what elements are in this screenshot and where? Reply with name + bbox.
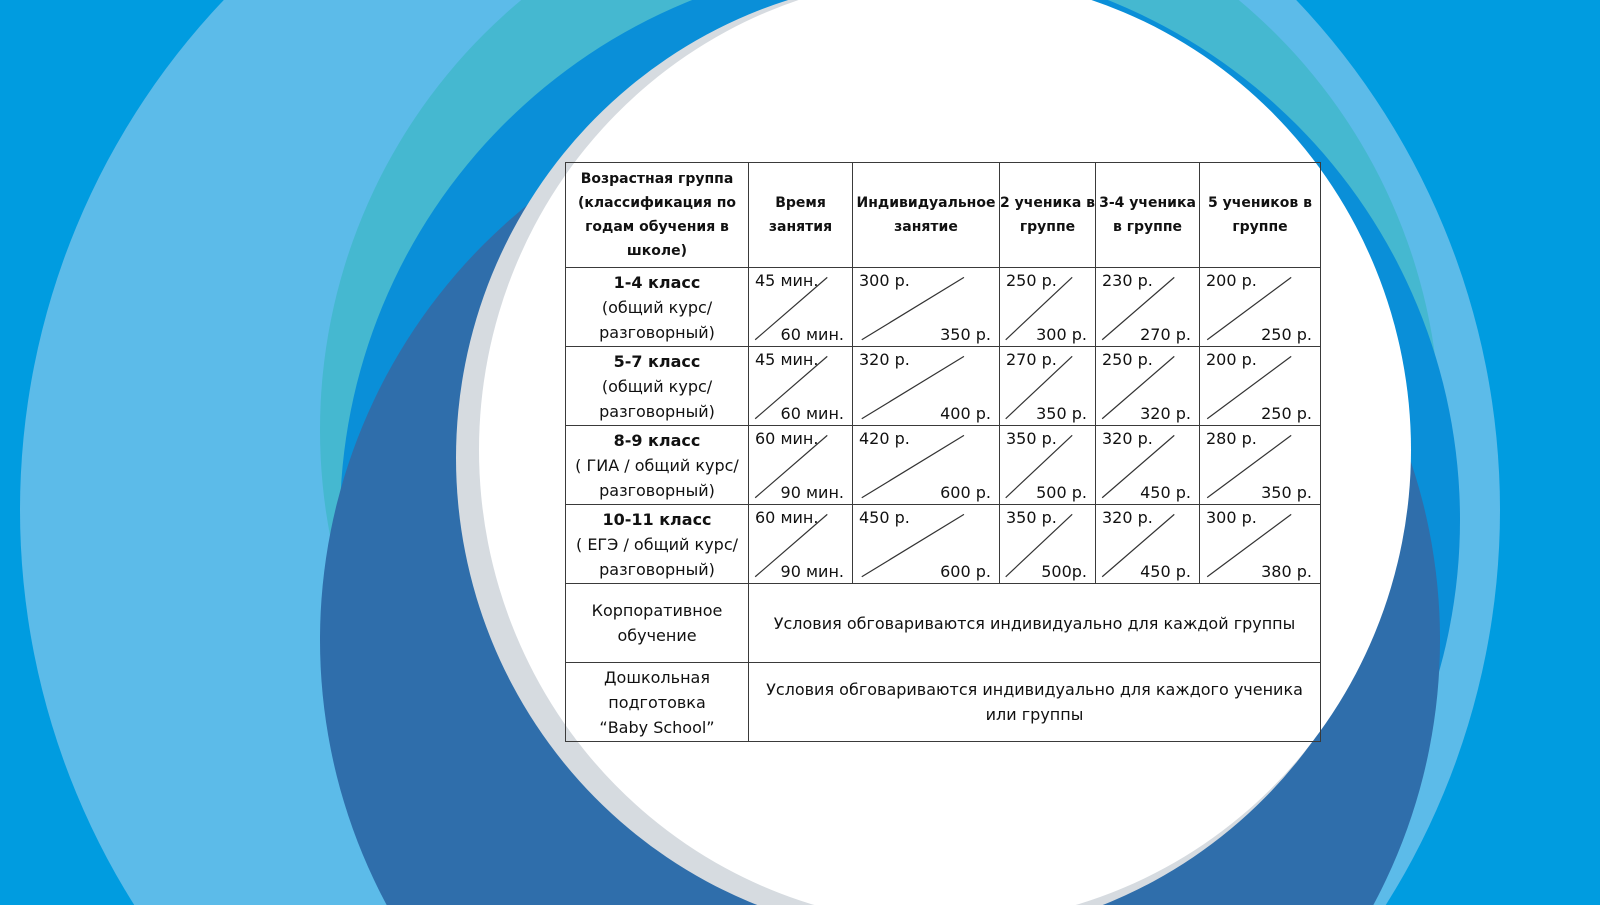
cell-five-students bbox=[1200, 426, 1321, 505]
cell-time bbox=[749, 426, 853, 505]
course-label: ( ГИА / общий курс/разговорный) bbox=[575, 455, 739, 500]
special-row bbox=[566, 663, 1321, 742]
max-value: 600 р. bbox=[940, 562, 991, 581]
split-cell bbox=[749, 268, 852, 346]
min-value: 230 р. bbox=[1102, 271, 1153, 290]
header-five-students: 5 учеников в группе bbox=[1200, 163, 1321, 268]
cell-two-students bbox=[1000, 347, 1096, 426]
split-cell bbox=[1200, 426, 1320, 504]
cell-three-four-students bbox=[1096, 426, 1200, 505]
price-table bbox=[565, 162, 1321, 742]
split-cell bbox=[749, 426, 852, 504]
min-value: 200 р. bbox=[1206, 271, 1257, 290]
cell-individual bbox=[853, 268, 1000, 347]
header-individual: Индивидуальное занятие bbox=[853, 163, 1000, 268]
cell-three-four-students bbox=[1096, 347, 1200, 426]
course-label: (общий курс/разговорный) bbox=[599, 376, 715, 421]
header-three-four-students: 3-4 ученика в группе bbox=[1096, 163, 1200, 268]
max-value: 600 р. bbox=[940, 483, 991, 502]
row-header bbox=[566, 505, 749, 584]
max-value: 380 р. bbox=[1261, 562, 1312, 581]
split-cell bbox=[1096, 268, 1199, 346]
max-value: 250 р. bbox=[1261, 404, 1312, 423]
min-value: 280 р. bbox=[1206, 429, 1257, 448]
split-cell bbox=[1200, 268, 1320, 346]
cell-two-students bbox=[1000, 268, 1096, 347]
max-value: 350 р. bbox=[1261, 483, 1312, 502]
max-value: 450 р. bbox=[1140, 483, 1191, 502]
max-value: 500р. bbox=[1041, 562, 1087, 581]
split-cell bbox=[1200, 347, 1320, 425]
cell-two-students bbox=[1000, 505, 1096, 584]
min-value: 320 р. bbox=[859, 350, 910, 369]
max-value: 400 р. bbox=[940, 404, 991, 423]
max-value: 90 мин. bbox=[780, 562, 844, 581]
max-value: 60 мин. bbox=[780, 404, 844, 423]
row-header bbox=[566, 347, 749, 426]
grade-label: 10-11 класс bbox=[602, 509, 712, 529]
cell-five-students bbox=[1200, 505, 1321, 584]
min-value: 350 р. bbox=[1006, 429, 1057, 448]
min-value: 320 р. bbox=[1102, 508, 1153, 527]
cell-five-students bbox=[1200, 347, 1321, 426]
cell-time bbox=[749, 268, 853, 347]
header-two-students: 2 ученика в группе bbox=[1000, 163, 1096, 268]
row-header bbox=[566, 268, 749, 347]
special-terms: Условия обговариваются индивидуально для каждой группы bbox=[749, 584, 1321, 663]
max-value: 450 р. bbox=[1140, 562, 1191, 581]
cell-two-students bbox=[1000, 426, 1096, 505]
max-value: 300 р. bbox=[1036, 325, 1087, 344]
max-value: 500 р. bbox=[1036, 483, 1087, 502]
split-cell bbox=[1000, 426, 1095, 504]
cell-individual bbox=[853, 505, 1000, 584]
special-label: Корпоративное обучение bbox=[566, 584, 749, 663]
cell-individual bbox=[853, 426, 1000, 505]
min-value: 45 мин. bbox=[755, 350, 819, 369]
max-value: 350 р. bbox=[1036, 404, 1087, 423]
cell-time bbox=[749, 347, 853, 426]
min-value: 270 р. bbox=[1006, 350, 1057, 369]
split-cell bbox=[1000, 347, 1095, 425]
split-cell bbox=[749, 347, 852, 425]
split-cell bbox=[1000, 505, 1095, 583]
min-value: 320 р. bbox=[1102, 429, 1153, 448]
grade-label: 8-9 класс bbox=[613, 430, 701, 450]
min-value: 250 р. bbox=[1006, 271, 1057, 290]
header-lesson-time: Время занятия bbox=[749, 163, 853, 268]
split-cell bbox=[1096, 426, 1199, 504]
special-terms: Условия обговариваются индивидуально для каждого ученика или группы bbox=[749, 663, 1321, 742]
split-cell bbox=[1096, 347, 1199, 425]
header-row bbox=[566, 163, 1321, 268]
special-row bbox=[566, 584, 1321, 663]
min-value: 350 р. bbox=[1006, 508, 1057, 527]
min-value: 200 р. bbox=[1206, 350, 1257, 369]
max-value: 60 мин. bbox=[780, 325, 844, 344]
min-value: 45 мин. bbox=[755, 271, 819, 290]
grade-label: 1-4 класс bbox=[613, 272, 701, 292]
split-cell bbox=[853, 505, 999, 583]
cell-individual bbox=[853, 347, 1000, 426]
course-label: (общий курс/разговорный) bbox=[599, 297, 715, 342]
table-row bbox=[566, 268, 1321, 347]
header-age-group: Возрастная группа (классификация по годам обучения в школе) bbox=[566, 163, 749, 268]
max-value: 350 р. bbox=[940, 325, 991, 344]
special-label: Дошкольная подготовка “Baby School” bbox=[566, 663, 749, 742]
table-row bbox=[566, 347, 1321, 426]
table-row bbox=[566, 505, 1321, 584]
max-value: 270 р. bbox=[1140, 325, 1191, 344]
min-value: 300 р. bbox=[1206, 508, 1257, 527]
min-value: 60 мин. bbox=[755, 508, 819, 527]
min-value: 450 р. bbox=[859, 508, 910, 527]
split-cell bbox=[1000, 268, 1095, 346]
split-cell bbox=[1200, 505, 1320, 583]
grade-label: 5-7 класс bbox=[613, 351, 701, 371]
cell-three-four-students bbox=[1096, 268, 1200, 347]
split-cell bbox=[853, 347, 999, 425]
cell-three-four-students bbox=[1096, 505, 1200, 584]
course-label: ( ЕГЭ / общий курс/разговорный) bbox=[575, 534, 738, 579]
max-value: 90 мин. bbox=[780, 483, 844, 502]
max-value: 320 р. bbox=[1140, 404, 1191, 423]
split-cell bbox=[853, 426, 999, 504]
split-cell bbox=[749, 505, 852, 583]
min-value: 420 р. bbox=[859, 429, 910, 448]
min-value: 250 р. bbox=[1102, 350, 1153, 369]
max-value: 250 р. bbox=[1261, 325, 1312, 344]
min-value: 60 мин. bbox=[755, 429, 819, 448]
split-cell bbox=[853, 268, 999, 346]
table-row bbox=[566, 426, 1321, 505]
row-header bbox=[566, 426, 749, 505]
cell-five-students bbox=[1200, 268, 1321, 347]
cell-time bbox=[749, 505, 853, 584]
split-cell bbox=[1096, 505, 1199, 583]
min-value: 300 р. bbox=[859, 271, 910, 290]
